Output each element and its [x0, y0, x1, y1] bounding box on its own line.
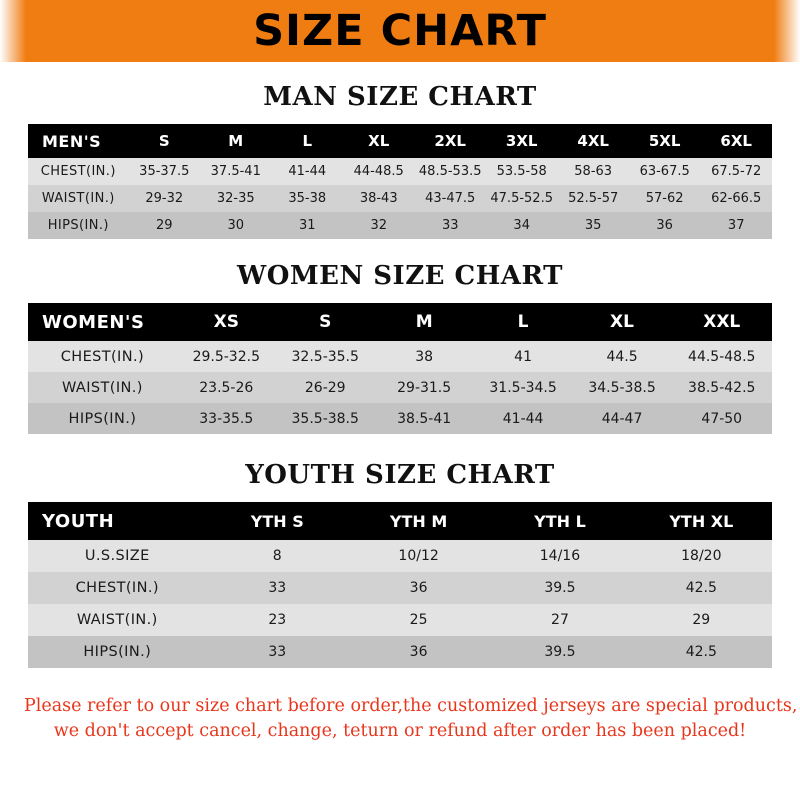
table-row [28, 572, 772, 604]
col-header-xxl: XXL [672, 303, 773, 341]
table-row [28, 372, 772, 403]
row-label: WAIST(IN.) [28, 372, 177, 403]
cell: 33 [207, 572, 348, 604]
cell: 38.5-42.5 [672, 372, 773, 403]
cell: 43-47.5 [414, 185, 485, 212]
row-label: U.S.SIZE [28, 540, 207, 572]
table-row [28, 604, 772, 636]
youth-table-wrap [0, 502, 800, 668]
cell: 38 [375, 341, 474, 372]
cell: 35 [557, 212, 628, 239]
youth-section-title: YOUTH SIZE CHART [245, 460, 555, 490]
cell: 31 [272, 212, 343, 239]
cell: 14/16 [489, 540, 630, 572]
col-header-xs: XS [177, 303, 276, 341]
table-row [28, 158, 772, 185]
cell: 25 [348, 604, 489, 636]
cell: 41-44 [272, 158, 343, 185]
cell: 36 [348, 572, 489, 604]
col-header-yth-s: YTH S [207, 502, 348, 540]
col-header-label: YOUTH [28, 502, 207, 540]
cell: 33 [207, 636, 348, 668]
cell: 29 [129, 212, 200, 239]
cell: 29-31.5 [375, 372, 474, 403]
cell: 48.5-53.5 [414, 158, 485, 185]
cell: 52.5-57 [557, 185, 628, 212]
youth-size-table [28, 502, 772, 668]
row-label: CHEST(IN.) [28, 158, 129, 185]
table-row [28, 540, 772, 572]
cell: 62-66.5 [700, 185, 772, 212]
cell: 37 [700, 212, 772, 239]
table-row [28, 341, 772, 372]
cell: 35.5-38.5 [276, 403, 375, 434]
cell: 39.5 [489, 636, 630, 668]
col-header-5xl: 5XL [629, 124, 700, 158]
cell: 18/20 [631, 540, 772, 572]
row-label: WAIST(IN.) [28, 604, 207, 636]
col-header-m: M [200, 124, 271, 158]
cell: 10/12 [348, 540, 489, 572]
cell: 42.5 [631, 636, 772, 668]
cell: 35-37.5 [129, 158, 200, 185]
cell: 58-63 [557, 158, 628, 185]
cell: 44.5 [573, 341, 672, 372]
cell: 44-48.5 [343, 158, 414, 185]
cell: 34.5-38.5 [573, 372, 672, 403]
women-section-title: WOMEN SIZE CHART [237, 261, 563, 291]
cell: 47-50 [672, 403, 773, 434]
disclaimer-line-1: Please refer to our size chart before order,the customized jerseys are special products, [24, 696, 798, 716]
women-table-wrap [0, 303, 800, 434]
cell: 33-35.5 [177, 403, 276, 434]
table-header-row [28, 502, 772, 540]
table-row [28, 636, 772, 668]
cell: 47.5-52.5 [486, 185, 557, 212]
cell: 57-62 [629, 185, 700, 212]
disclaimer-note [0, 694, 800, 745]
cell: 53.5-58 [486, 158, 557, 185]
cell: 23 [207, 604, 348, 636]
cell: 26-29 [276, 372, 375, 403]
header-right-gradient [774, 0, 800, 62]
col-header-m: M [375, 303, 474, 341]
cell: 37.5-41 [200, 158, 271, 185]
cell: 63-67.5 [629, 158, 700, 185]
col-header-s: S [129, 124, 200, 158]
row-label: HIPS(IN.) [28, 636, 207, 668]
header-banner [0, 0, 800, 62]
header-left-gradient [0, 0, 26, 62]
row-label: CHEST(IN.) [28, 341, 177, 372]
table-header-row [28, 303, 772, 341]
row-label: CHEST(IN.) [28, 572, 207, 604]
cell: 32 [343, 212, 414, 239]
cell: 41 [474, 341, 573, 372]
col-header-l: L [474, 303, 573, 341]
cell: 34 [486, 212, 557, 239]
cell: 27 [489, 604, 630, 636]
col-header-label: WOMEN'S [28, 303, 177, 341]
col-header-xl: XL [573, 303, 672, 341]
cell: 31.5-34.5 [474, 372, 573, 403]
disclaimer-line-2: we don't accept cancel, change, teturn or refund after order has been placed! [53, 721, 747, 742]
cell: 38.5-41 [375, 403, 474, 434]
row-label: WAIST(IN.) [28, 185, 129, 212]
cell: 36 [348, 636, 489, 668]
cell: 39.5 [489, 572, 630, 604]
col-header-6xl: 6XL [700, 124, 772, 158]
cell: 38-43 [343, 185, 414, 212]
cell: 35-38 [272, 185, 343, 212]
col-header-label: MEN'S [28, 124, 129, 158]
man-section-title: MAN SIZE CHART [263, 82, 537, 112]
page-title: SIZE CHART [253, 5, 547, 56]
cell: 33 [414, 212, 485, 239]
row-label: HIPS(IN.) [28, 403, 177, 434]
cell: 29-32 [129, 185, 200, 212]
man-table-wrap [0, 124, 800, 239]
cell: 44.5-48.5 [672, 341, 773, 372]
cell: 41-44 [474, 403, 573, 434]
table-row [28, 403, 772, 434]
man-size-table [28, 124, 772, 239]
cell: 67.5-72 [700, 158, 772, 185]
col-header-s: S [276, 303, 375, 341]
cell: 44-47 [573, 403, 672, 434]
cell: 23.5-26 [177, 372, 276, 403]
cell: 29 [631, 604, 772, 636]
col-header-2xl: 2XL [414, 124, 485, 158]
table-row [28, 212, 772, 239]
col-header-yth-l: YTH L [489, 502, 630, 540]
cell: 36 [629, 212, 700, 239]
col-header-3xl: 3XL [486, 124, 557, 158]
col-header-l: L [272, 124, 343, 158]
cell: 32.5-35.5 [276, 341, 375, 372]
table-row [28, 185, 772, 212]
cell: 8 [207, 540, 348, 572]
col-header-4xl: 4XL [557, 124, 628, 158]
table-header-row [28, 124, 772, 158]
cell: 30 [200, 212, 271, 239]
women-size-table [28, 303, 772, 434]
col-header-yth-m: YTH M [348, 502, 489, 540]
row-label: HIPS(IN.) [28, 212, 129, 239]
cell: 32-35 [200, 185, 271, 212]
cell: 29.5-32.5 [177, 341, 276, 372]
col-header-xl: XL [343, 124, 414, 158]
cell: 42.5 [631, 572, 772, 604]
col-header-yth-xl: YTH XL [631, 502, 772, 540]
